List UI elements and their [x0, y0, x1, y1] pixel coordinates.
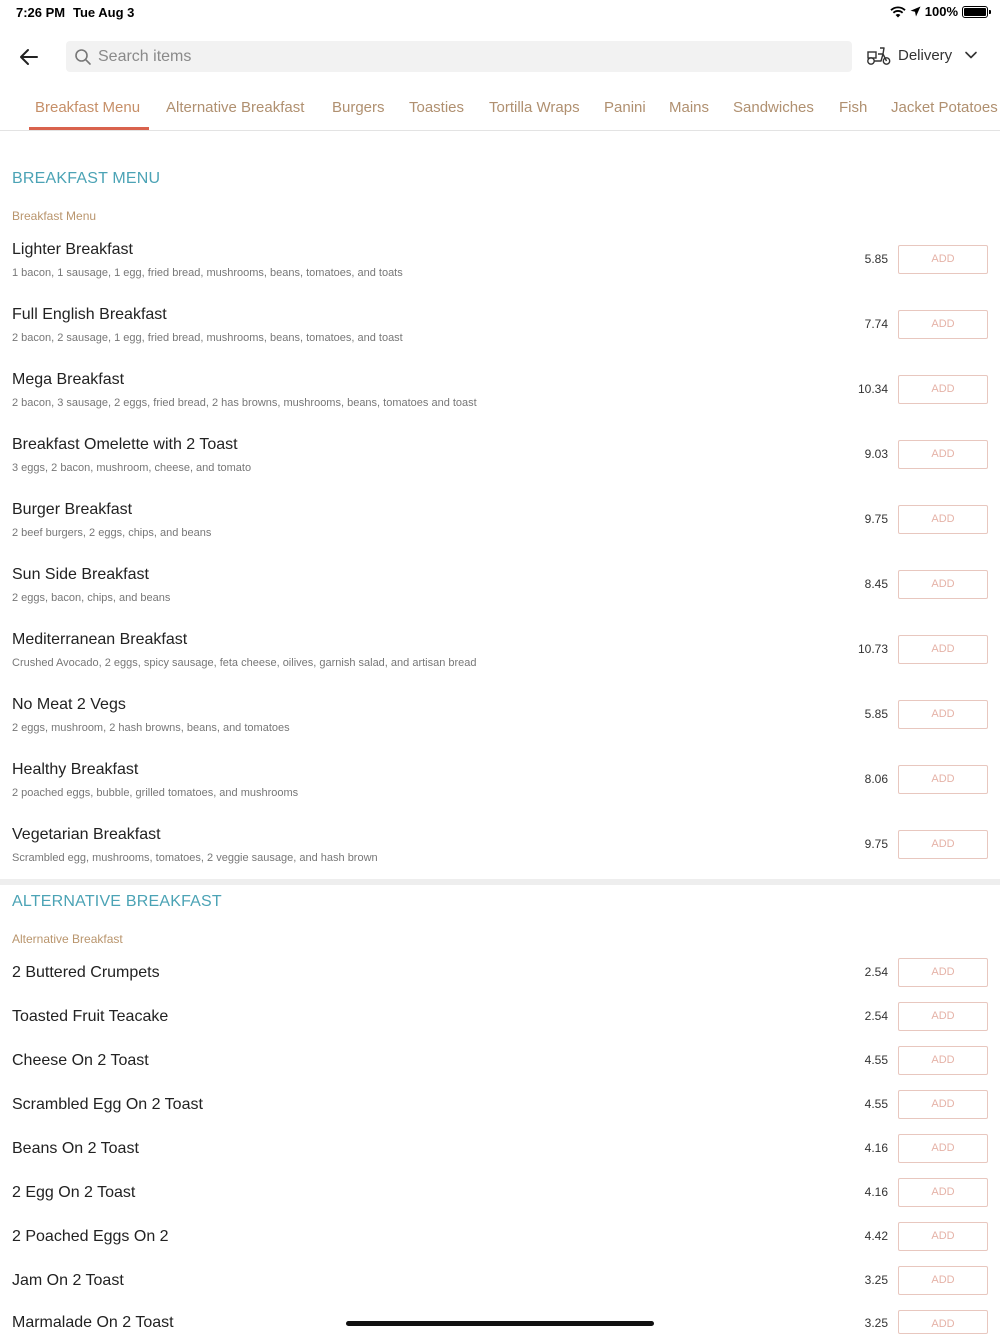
item-price: 10.34	[857, 382, 888, 396]
add-button[interactable]: ADD	[898, 1178, 988, 1207]
header	[0, 40, 1000, 72]
status-date: Tue Aug 3	[73, 5, 135, 20]
item-price: 9.75	[864, 837, 888, 851]
category-tabs	[0, 86, 1000, 131]
add-button[interactable]: ADD	[898, 700, 988, 729]
add-button[interactable]: ADD	[898, 1046, 988, 1075]
add-button[interactable]: ADD	[898, 958, 988, 987]
add-button[interactable]: ADD	[898, 440, 988, 469]
search-icon	[74, 48, 92, 66]
item-name: Cheese On 2 Toast	[12, 1052, 149, 1069]
item-price: 8.45	[864, 577, 888, 591]
add-button[interactable]: ADD	[898, 245, 988, 274]
chevron-down-icon	[964, 48, 978, 62]
active-tab-indicator	[29, 127, 149, 130]
status-indicators	[890, 4, 988, 19]
item-name: Mediterranean Breakfast	[12, 631, 188, 648]
search-bar[interactable]	[66, 41, 852, 72]
add-button[interactable]: ADD	[898, 1310, 988, 1334]
item-description: 3 eggs, 2 bacon, mushroom, cheese, and tomato	[12, 462, 252, 474]
item-name: Healthy Breakfast	[12, 761, 139, 778]
item-price: 5.85	[864, 707, 888, 721]
add-button[interactable]: ADD	[898, 830, 988, 859]
item-description: 2 bacon, 2 sausage, 1 egg, fried bread, mushrooms, beans, tomatoes, and toast	[12, 332, 403, 344]
tab-breakfast-menu[interactable]: Breakfast Menu	[35, 99, 141, 116]
item-description: 2 bacon, 3 sausage, 2 eggs, fried bread, 2 has browns, mushrooms, beans, tomatoes and toast	[12, 397, 477, 409]
tab-sandwiches[interactable]: Sandwiches	[733, 99, 814, 116]
home-indicator	[346, 1321, 654, 1326]
add-button[interactable]: ADD	[898, 1090, 988, 1119]
item-description: 2 poached eggs, bubble, grilled tomatoes, and mushrooms	[12, 787, 299, 799]
tab-alternative-breakfast[interactable]: Alternative Breakfast	[166, 99, 305, 116]
item-name: Beans On 2 Toast	[12, 1140, 139, 1157]
item-price: 9.03	[864, 447, 888, 461]
item-price: 7.74	[864, 317, 888, 331]
item-description: 1 bacon, 1 sausage, 1 egg, fried bread, mushrooms, beans, tomatoes, and toats	[12, 267, 403, 279]
item-description: 2 beef burgers, 2 eggs, chips, and beans	[12, 527, 212, 539]
add-button[interactable]: ADD	[898, 635, 988, 664]
delivery-label: Delivery	[898, 46, 953, 64]
item-price: 5.85	[864, 252, 888, 266]
item-price: 2.54	[864, 1009, 888, 1023]
add-button[interactable]: ADD	[898, 1134, 988, 1163]
item-name: Toasted Fruit Teacake	[12, 1008, 169, 1025]
item-name: Marmalade On 2 Toast	[12, 1314, 174, 1331]
section-title: BREAKFAST MENU	[12, 170, 161, 187]
item-description: Crushed Avocado, 2 eggs, spicy sausage, feta cheese, oilives, garnish salad, and artisan bread	[12, 657, 477, 669]
section-subtitle: Alternative Breakfast	[12, 932, 123, 946]
item-name: Lighter Breakfast	[12, 241, 133, 258]
item-name: Jam On 2 Toast	[12, 1272, 124, 1289]
item-name: Sun Side Breakfast	[12, 566, 149, 583]
item-name: Burger Breakfast	[12, 501, 133, 518]
section-divider	[0, 879, 1000, 885]
item-name: 2 Poached Eggs On 2	[12, 1228, 169, 1245]
status-time: 7:26 PM	[16, 5, 66, 20]
delivery-selector[interactable]	[866, 44, 978, 66]
tab-fish[interactable]: Fish	[839, 99, 868, 116]
item-name: No Meat 2 Vegs	[12, 696, 126, 713]
tab-burgers[interactable]: Burgers	[332, 99, 385, 116]
battery-percentage: 100%	[924, 4, 958, 19]
add-button[interactable]: ADD	[898, 375, 988, 404]
add-button[interactable]: ADD	[898, 1002, 988, 1031]
back-arrow-icon[interactable]	[16, 44, 42, 70]
location-icon	[910, 6, 921, 17]
item-price: 8.06	[864, 772, 888, 786]
item-name: Scrambled Egg On 2 Toast	[12, 1096, 203, 1113]
item-price: 9.75	[864, 512, 888, 526]
add-button[interactable]: ADD	[898, 570, 988, 599]
item-price: 3.25	[864, 1273, 888, 1287]
item-price: 3.25	[864, 1316, 888, 1330]
item-price: 4.55	[864, 1097, 888, 1111]
tab-panini[interactable]: Panini	[604, 99, 646, 116]
item-description: Scrambled egg, mushrooms, tomatoes, 2 veggie sausage, and hash brown	[12, 852, 378, 864]
tab-mains[interactable]: Mains	[669, 99, 710, 116]
add-button[interactable]: ADD	[898, 765, 988, 794]
add-button[interactable]: ADD	[898, 505, 988, 534]
search-input[interactable]	[98, 48, 798, 66]
tab-toasties[interactable]: Toasties	[409, 99, 465, 116]
battery-icon	[962, 6, 988, 18]
item-name: Vegetarian Breakfast	[12, 826, 161, 843]
tab-tortilla-wraps[interactable]: Tortilla Wraps	[489, 99, 580, 116]
scooter-icon	[866, 44, 892, 66]
item-price: 10.73	[857, 642, 888, 656]
add-button[interactable]: ADD	[898, 310, 988, 339]
wifi-icon	[890, 6, 906, 18]
item-name: 2 Egg On 2 Toast	[12, 1184, 136, 1201]
status-bar	[0, 0, 1000, 24]
section-subtitle: Breakfast Menu	[12, 209, 97, 223]
item-price: 4.16	[864, 1141, 888, 1155]
item-description: 2 eggs, bacon, chips, and beans	[12, 592, 171, 604]
add-button[interactable]: ADD	[898, 1266, 988, 1295]
item-price: 2.54	[864, 965, 888, 979]
item-description: 2 eggs, mushroom, 2 hash browns, beans, and tomatoes	[12, 722, 290, 734]
item-name: 2 Buttered Crumpets	[12, 964, 160, 981]
item-price: 4.16	[864, 1185, 888, 1199]
item-name: Mega Breakfast	[12, 371, 125, 388]
section-title: ALTERNATIVE BREAKFAST	[12, 893, 222, 910]
item-price: 4.42	[864, 1229, 888, 1243]
item-price: 4.55	[864, 1053, 888, 1067]
add-button[interactable]: ADD	[898, 1222, 988, 1251]
item-name: Full English Breakfast	[12, 306, 167, 323]
tab-jacket-potatoes[interactable]: Jacket Potatoes	[891, 99, 998, 116]
item-name: Breakfast Omelette with 2 Toast	[12, 436, 238, 453]
